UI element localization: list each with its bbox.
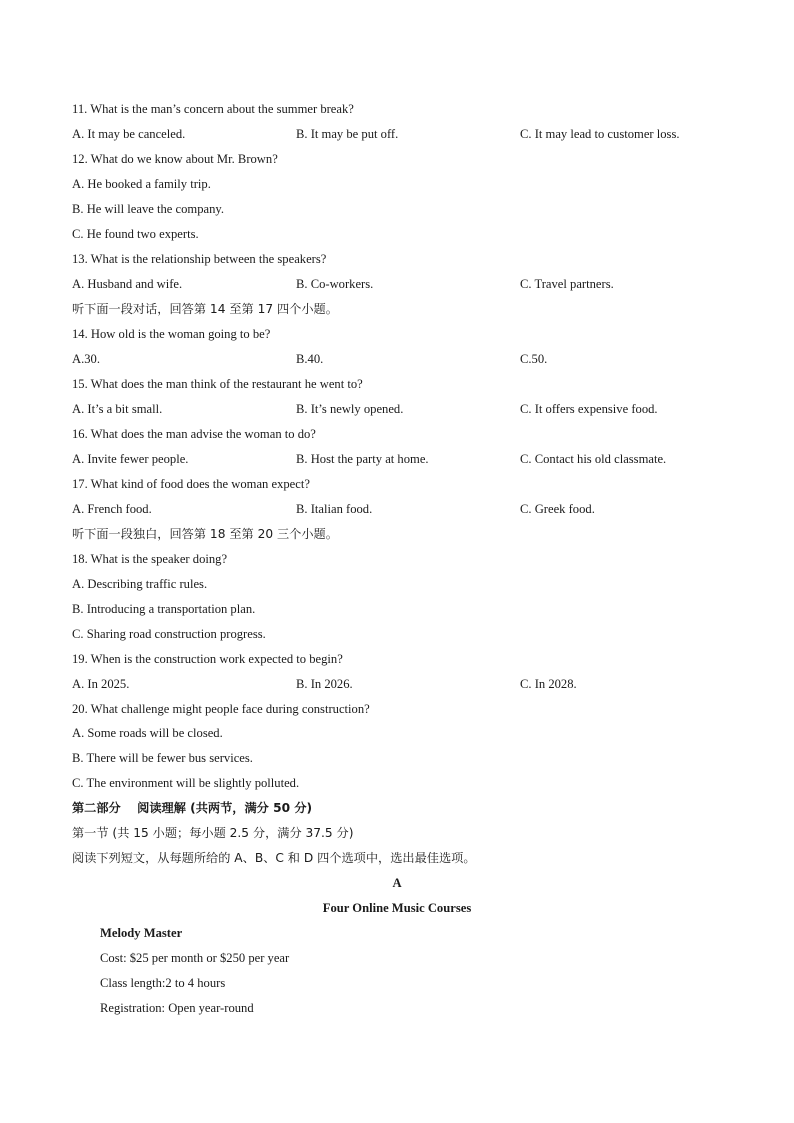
q19-option-b: B. In 2026. (296, 677, 353, 691)
q20-option-a: A. Some roads will be closed. (72, 726, 223, 740)
q16-option-a: A. Invite fewer people. (72, 452, 189, 466)
q15-option-a: A. It’s a bit small. (72, 402, 163, 416)
q17-option-c: C. Greek food. (520, 502, 595, 516)
question-13: 13. What is the relationship between the speakers? (72, 252, 327, 266)
q16-option-b: B. Host the party at home. (296, 452, 429, 466)
passage-title: Four Online Music Courses (322, 901, 472, 915)
q11-option-a: A. It may be canceled. (72, 127, 186, 141)
question-18: 18. What is the speaker doing? (72, 552, 228, 566)
passage-letter: A (392, 876, 402, 890)
q13-option-b: B. Co-workers. (296, 277, 374, 291)
course-registration: Registration: Open year-round (100, 1001, 254, 1015)
question-16: 16. What does the man advise the woman to do? (72, 427, 316, 441)
question-19: 19. When is the construction work expected to begin? (72, 652, 343, 666)
instruction-18-20: 听下面一段独白，回答第 18 至第 20 三个小题。 (72, 527, 338, 541)
question-17: 17. What kind of food does the woman expect? (72, 477, 310, 491)
q12-option-c: C. He found two experts. (72, 227, 199, 241)
q18-option-b: B. Introducing a transportation plan. (72, 602, 256, 616)
q15-option-b: B. It’s newly opened. (296, 402, 404, 416)
q12-option-a: A. He booked a family trip. (72, 177, 211, 191)
q16-option-c: C. Contact his old classmate. (520, 452, 667, 466)
q12-option-b: B. He will leave the company. (72, 202, 225, 216)
q17-option-b: B. Italian food. (296, 502, 373, 516)
q15-option-c: C. It offers expensive food. (520, 402, 658, 416)
q19-option-c: C. In 2028. (520, 677, 577, 691)
q13-option-c: C. Travel partners. (520, 277, 614, 291)
question-20: 20. What challenge might people face during construction? (72, 702, 370, 716)
q14-option-a: A.30. (72, 352, 100, 366)
q11-option-c: C. It may lead to customer loss. (520, 127, 680, 141)
question-15: 15. What does the man think of the restaurant he went to? (72, 377, 363, 391)
q14-option-b: B.40. (296, 352, 324, 366)
q20-option-b: B. There will be fewer bus services. (72, 751, 253, 765)
question-11: 11. What is the man’s concern about the summer break? (72, 102, 354, 116)
q20-option-c: C. The environment will be slightly polluted. (72, 776, 300, 790)
q13-option-a: A. Husband and wife. (72, 277, 183, 291)
q19-option-a: A. In 2025. (72, 677, 130, 691)
q17-option-a: A. French food. (72, 502, 152, 516)
q18-option-a: A. Describing traffic rules. (72, 577, 208, 591)
course-name: Melody Master (100, 926, 183, 940)
q11-option-b: B. It may be put off. (296, 127, 399, 141)
course-cost: Cost: $25 per month or $250 per year (100, 951, 290, 965)
question-14: 14. How old is the woman going to be? (72, 327, 271, 341)
q14-option-c: C.50. (520, 352, 548, 366)
instruction-14-17: 听下面一段对话，回答第 14 至第 17 四个小题。 (72, 302, 338, 316)
question-12: 12. What do we know about Mr. Brown? (72, 152, 278, 166)
part-two-title: 第二部分 阅读理解 (共两节，满分 50 分) (72, 801, 313, 815)
section-one-title: 第一节 (共 15 小题；每小题 2.5 分，满分 37.5 分) (72, 826, 354, 840)
course-length: Class length:2 to 4 hours (100, 976, 226, 990)
section-one-instruction: 阅读下列短文，从每题所给的 A、B、C 和 D 四个选项中，选出最佳选项。 (72, 851, 476, 865)
q18-option-c: C. Sharing road construction progress. (72, 627, 266, 641)
